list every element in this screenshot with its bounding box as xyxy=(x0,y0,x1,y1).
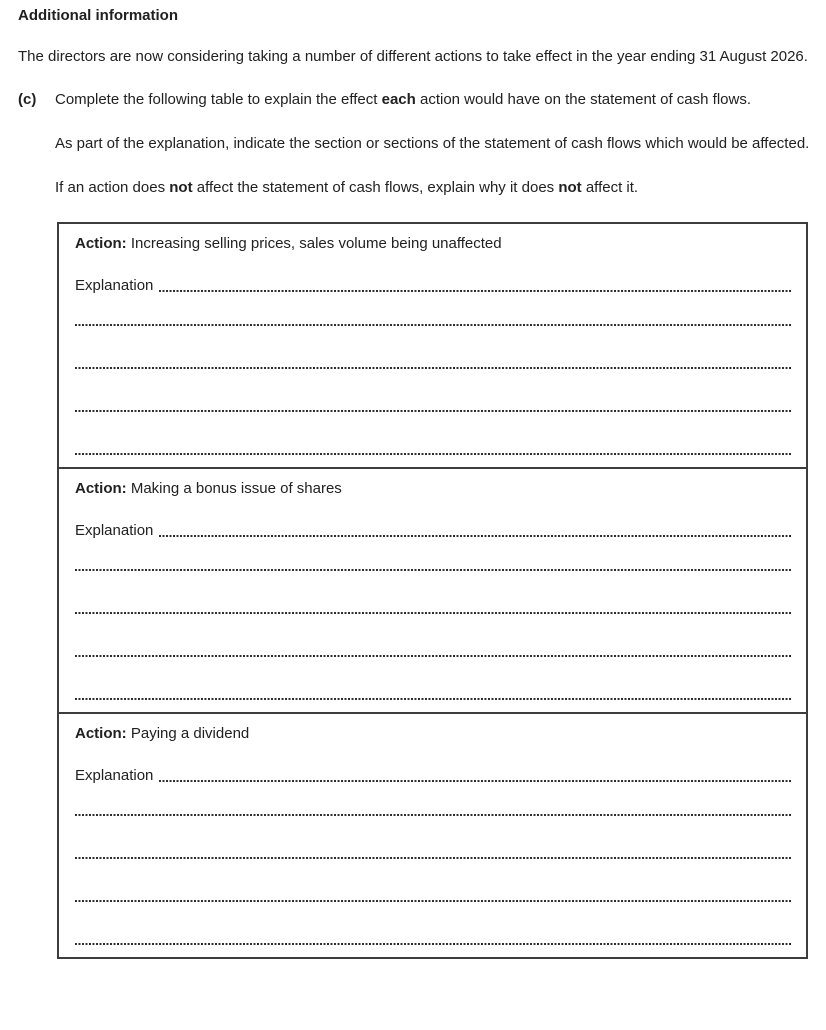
answer-line xyxy=(75,900,791,902)
instruction-paragraph xyxy=(55,89,812,110)
sections-note-paragraph: As part of the explanation, indicate the section or sections of the statement of cash flows which would be affected. xyxy=(55,135,810,152)
emphasis-not-1: not xyxy=(169,179,193,196)
answer-line xyxy=(75,943,791,945)
no-effect-note-paragraph xyxy=(55,177,812,198)
explanation-dotted-answer-space xyxy=(159,290,791,292)
answer-line xyxy=(75,453,791,455)
explanation-line xyxy=(75,765,791,786)
instruction-text-pre: Complete the following table to explain the effect xyxy=(55,91,382,108)
answer-line xyxy=(75,612,791,614)
question-label: (c) xyxy=(18,91,37,108)
explanation-label: Explanation xyxy=(75,277,154,294)
table-row xyxy=(59,712,806,957)
answer-line xyxy=(75,655,791,657)
action-line xyxy=(75,478,791,499)
action-label: Action: xyxy=(75,480,127,497)
answer-line xyxy=(75,814,791,816)
action-text: Making a bonus issue of shares xyxy=(130,480,342,497)
question-body xyxy=(55,89,812,222)
answer-line xyxy=(75,569,791,571)
emphasis-not-2: not xyxy=(558,179,582,196)
action-text: Paying a dividend xyxy=(130,725,250,742)
table-row xyxy=(59,467,806,712)
instruction-text-post: action would have on the statement of cash flows. xyxy=(415,91,752,108)
answer-line xyxy=(75,324,791,326)
explanation-label: Explanation xyxy=(75,767,154,784)
no-effect-text-post: affect it. xyxy=(581,179,639,196)
answer-line xyxy=(75,857,791,859)
answer-line xyxy=(75,698,791,700)
explanation-dotted-answer-space xyxy=(159,780,791,782)
action-line xyxy=(75,723,791,744)
table-row xyxy=(59,224,806,467)
answer-table xyxy=(57,222,808,959)
explanation-dotted-answer-space xyxy=(159,535,791,537)
explanation-line xyxy=(75,275,791,296)
action-label: Action: xyxy=(75,725,127,742)
action-text: Increasing selling prices, sales volume being unaffected xyxy=(130,235,502,252)
no-effect-text-mid: affect the statement of cash flows, explain why it does xyxy=(192,179,559,196)
action-label: Action: xyxy=(75,235,127,252)
question-c xyxy=(18,89,812,222)
explanation-line xyxy=(75,520,791,541)
no-effect-text-pre: If an action does xyxy=(55,179,170,196)
answer-line xyxy=(75,410,791,412)
action-line xyxy=(75,233,791,254)
section-heading: Additional information xyxy=(18,7,178,24)
answer-line xyxy=(75,367,791,369)
emphasis-each: each xyxy=(381,91,416,108)
explanation-label: Explanation xyxy=(75,522,154,539)
intro-paragraph: The directors are now considering taking a number of different actions to take effect in the year ending 31 August 2026. xyxy=(18,48,808,65)
